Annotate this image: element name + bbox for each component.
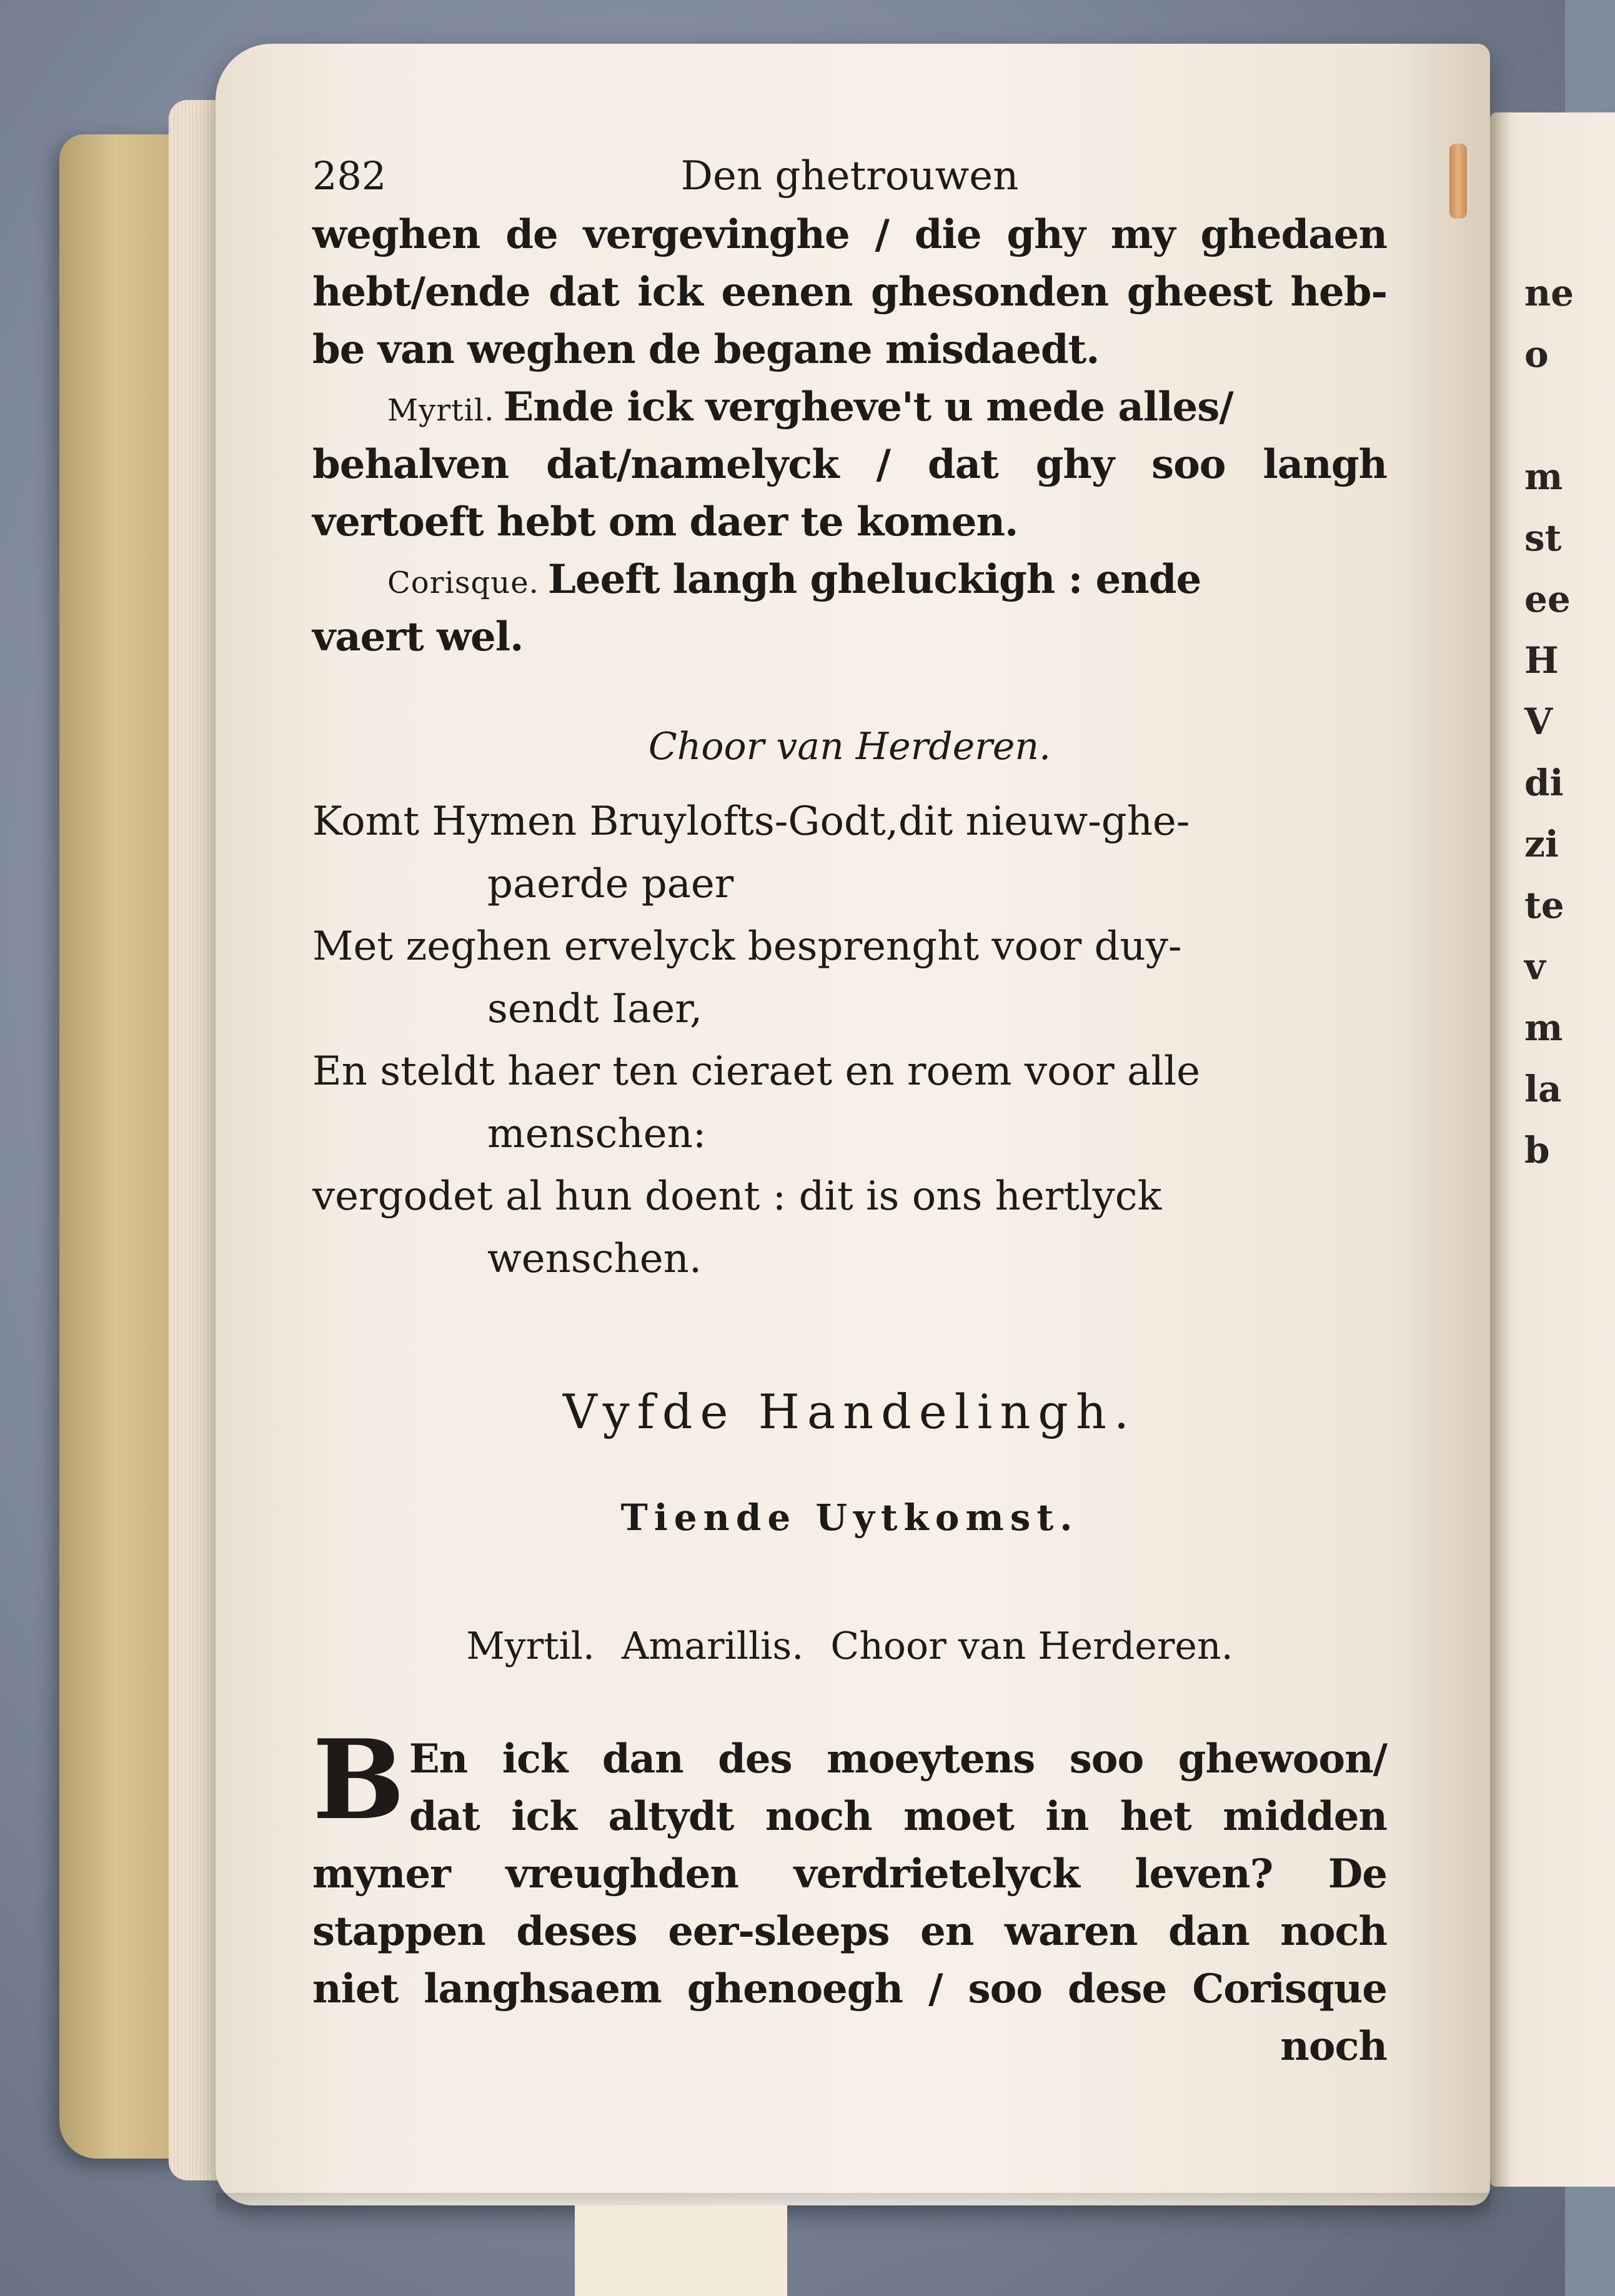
facing-fragment: H [1524, 639, 1559, 682]
facing-fragment: di [1524, 762, 1564, 804]
scene-title: Tiende Uytkomst. [620, 1496, 1079, 1539]
text-line: dat ick altydt noch moet in het midden [409, 1793, 1387, 1840]
speech-text: Leeft langh gheluckigh : ende [547, 556, 1201, 603]
text-line: vertoeft hebt om daer te komen. [312, 499, 1018, 545]
speech-text: Ende ick vergheve't u mede alles/ [503, 384, 1233, 430]
facing-fragment: v [1524, 945, 1546, 988]
text-line: niet langhsaem ghenoegh / soo dese Corisque [312, 1966, 1387, 2012]
binding-thread [1449, 144, 1467, 219]
verse-continuation: wenschen. [487, 1236, 702, 1282]
facing-fragment: V [1524, 700, 1553, 743]
facing-fragment: o [1524, 333, 1549, 375]
paper-slip [575, 2205, 787, 2296]
facing-fragment: b [1524, 1129, 1550, 1171]
facing-page-text [1524, 262, 1574, 1181]
facing-fragment: m [1524, 455, 1563, 498]
facing-fragment: ne [1524, 272, 1574, 314]
facing-fragment: ee [1524, 578, 1571, 620]
chorus-verse [312, 790, 1387, 1290]
speaker-name: Myrtil. [387, 393, 495, 428]
page-bottom-shadow [216, 2193, 1490, 2218]
facing-fragment: zi [1524, 823, 1559, 865]
facing-fragment: la [1524, 1068, 1562, 1110]
drop-cap: B [312, 1716, 404, 1844]
dialogue-block-2 [312, 1716, 1387, 2075]
act-title: Vyfde Handelingh. [562, 1384, 1137, 1439]
text-line: myner vreughden verdrietelyck leven? De [312, 1851, 1387, 1897]
text-line: be van weghen de begane misdaedt. [312, 326, 1100, 373]
speaker-name: Corisque. [387, 565, 539, 600]
catchword: noch [1280, 2023, 1387, 2070]
speech-myrtil [312, 379, 1387, 436]
running-head: Den ghetrouwen [680, 153, 1019, 199]
speech-corisque [312, 551, 1387, 609]
verse-line: Komt Hymen Bruylofts-Godt,dit nieuw-ghe- [312, 798, 1190, 845]
verse-continuation: sendt Iaer, [487, 986, 703, 1032]
dialogue-block-1 [312, 206, 1387, 666]
facing-fragment: te [1524, 884, 1564, 927]
page-header [312, 153, 1387, 209]
text-line: vaert wel. [312, 614, 524, 660]
facing-fragment: st [1524, 517, 1562, 559]
text-line: behalven dat/namelyck / dat ghy soo langh [312, 441, 1387, 488]
verse-line: vergodet al hun doent : dit is ons hertlyck [312, 1173, 1162, 1220]
person-name: Myrtil. [466, 1624, 595, 1668]
page-number: 282 [312, 153, 387, 199]
text-line: hebt/ende dat ick eenen ghesonden gheest heb- [312, 269, 1387, 316]
verse-continuation: menschen: [487, 1111, 707, 1157]
text-line: weghen de vergevinghe / die ghy my ghedaen [312, 211, 1387, 258]
dramatis-personae [312, 1624, 1387, 1668]
person-name: Choor van Herderen. [830, 1624, 1233, 1668]
person-name: Amarillis. [621, 1624, 804, 1668]
text-line: stappen deses eer-sleeps en waren dan noch [312, 1908, 1387, 1955]
chorus-title: Choor van Herderen. [648, 725, 1051, 768]
verse-continuation: paerde paer [487, 861, 734, 907]
facing-fragment: m [1524, 1006, 1563, 1049]
text-line: En ick dan des moeytens soo ghewoon/ [409, 1736, 1387, 1782]
verse-line: Met zeghen ervelyck besprenght voor duy- [312, 923, 1182, 970]
verse-line: En steldt haer ten cieraet en roem voor alle [312, 1048, 1201, 1095]
